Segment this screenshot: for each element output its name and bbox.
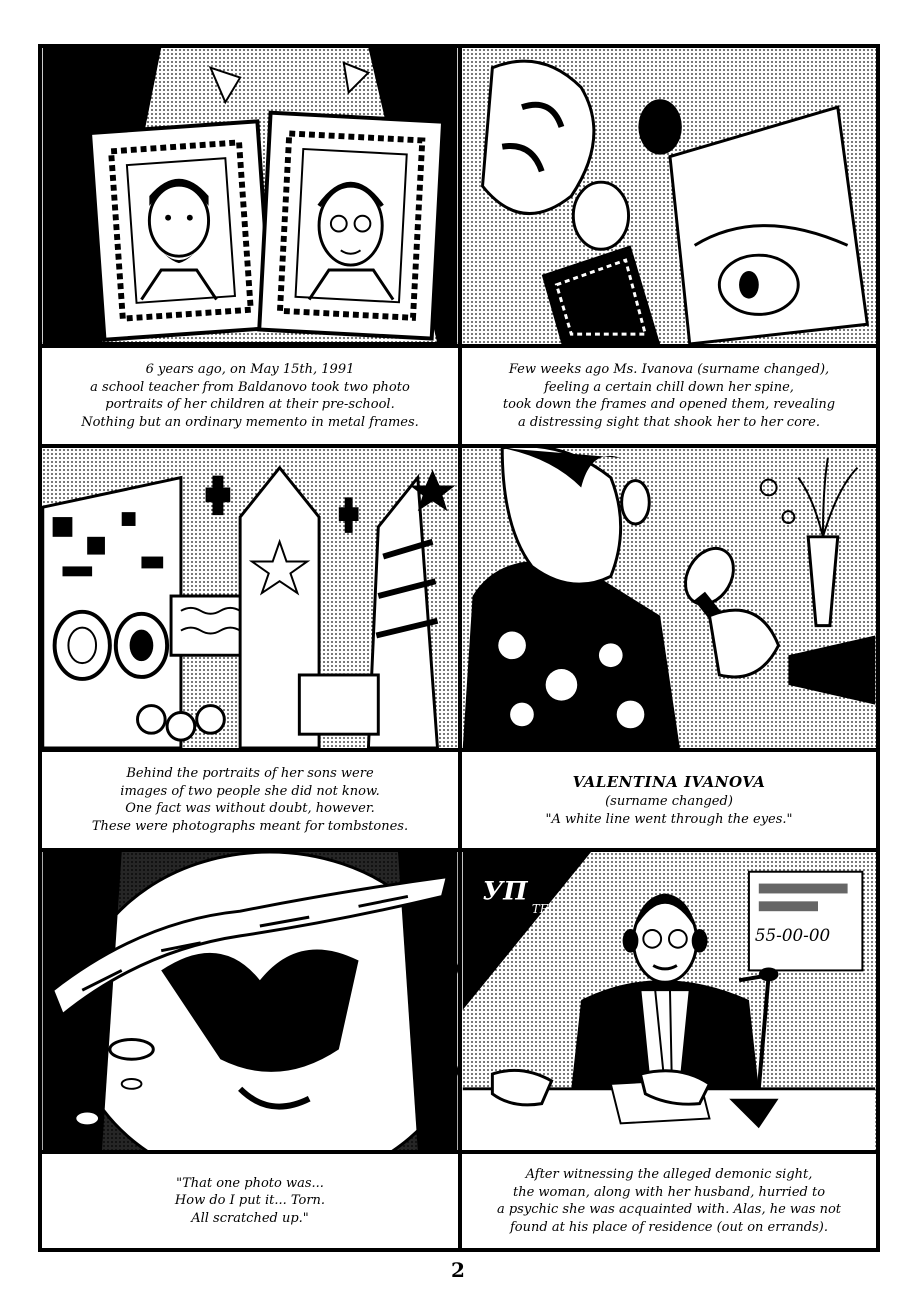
- wall-sign-text: УП: [482, 876, 528, 907]
- caption-line: These were photographs meant for tombstones.: [91, 818, 409, 834]
- psychic-at-microphone-illustration: [462, 852, 876, 1150]
- panel-3-tombstones: [40, 446, 460, 750]
- caption-line: Few weeks ago Ms. Ivanova (surname changed),: [508, 362, 830, 377]
- caption-line: found at his place of residence (out on errands).: [509, 1219, 829, 1235]
- caption-line: How do I put it... Torn.: [174, 1193, 326, 1209]
- caption-line: 6 years ago, on May 15th, 1991: [145, 362, 355, 377]
- speaker-quote: "A white line went through the eyes.": [545, 811, 793, 827]
- tombstones-illustration: [42, 448, 458, 748]
- photo-frames-illustration: [42, 48, 458, 344]
- caption-line: a psychic she was acquainted with. Alas, he was not: [496, 1202, 842, 1217]
- panel-5-caption: [40, 1152, 460, 1250]
- caption-line: After witnessing the alleged demonic sight,: [525, 1167, 813, 1182]
- woman-with-microphone-illustration: [462, 448, 876, 748]
- panel-1-photo-frames: [40, 46, 460, 346]
- caption-line: the woman, along with her husband, hurried to: [512, 1184, 826, 1200]
- caption-line: Nothing but an ordinary memento in metal frames.: [81, 414, 419, 430]
- speaker-name: VALENTINA IVANOVA: [572, 773, 766, 791]
- caption-line: portraits of her children at their pre-school.: [105, 397, 395, 412]
- phone-number-text: 55-00-00: [754, 924, 831, 945]
- caption-line: One fact was without doubt, however.: [125, 801, 375, 816]
- caption-line: feeling a certain chill down her spine,: [544, 379, 794, 395]
- caption-line: "That one photo was...: [176, 1175, 324, 1191]
- caption-line: images of two people she did not know.: [120, 783, 380, 799]
- panel-6-psychic: [460, 850, 878, 1152]
- panel-6-caption: [460, 1152, 878, 1250]
- caption-line: Behind the portraits of her sons were: [126, 766, 374, 781]
- panel-2-caption: [460, 346, 878, 446]
- wall-sign-small-text: ТБ: [531, 902, 549, 917]
- panel-4-interview: [460, 446, 878, 750]
- caption-line: took down the frames and opened them, revealing: [502, 397, 836, 412]
- hands-opening-frames-illustration: [462, 48, 876, 344]
- caption-line: a school teacher from Baldanovo took two photo: [90, 379, 410, 395]
- panel-5-torn-photo: [40, 850, 460, 1152]
- page-number: 2: [451, 1258, 465, 1282]
- panel-1-caption: [40, 346, 460, 446]
- caption-line: a distressing sight that shook her to her core.: [518, 414, 820, 430]
- panel-3-caption: [40, 750, 460, 850]
- scratched-face-illustration: [42, 852, 458, 1150]
- panel-2-opening-frames: [460, 46, 878, 346]
- panel-4-caption: [460, 750, 878, 850]
- caption-line: All scratched up.": [191, 1210, 309, 1226]
- speaker-note: (surname changed): [605, 794, 733, 809]
